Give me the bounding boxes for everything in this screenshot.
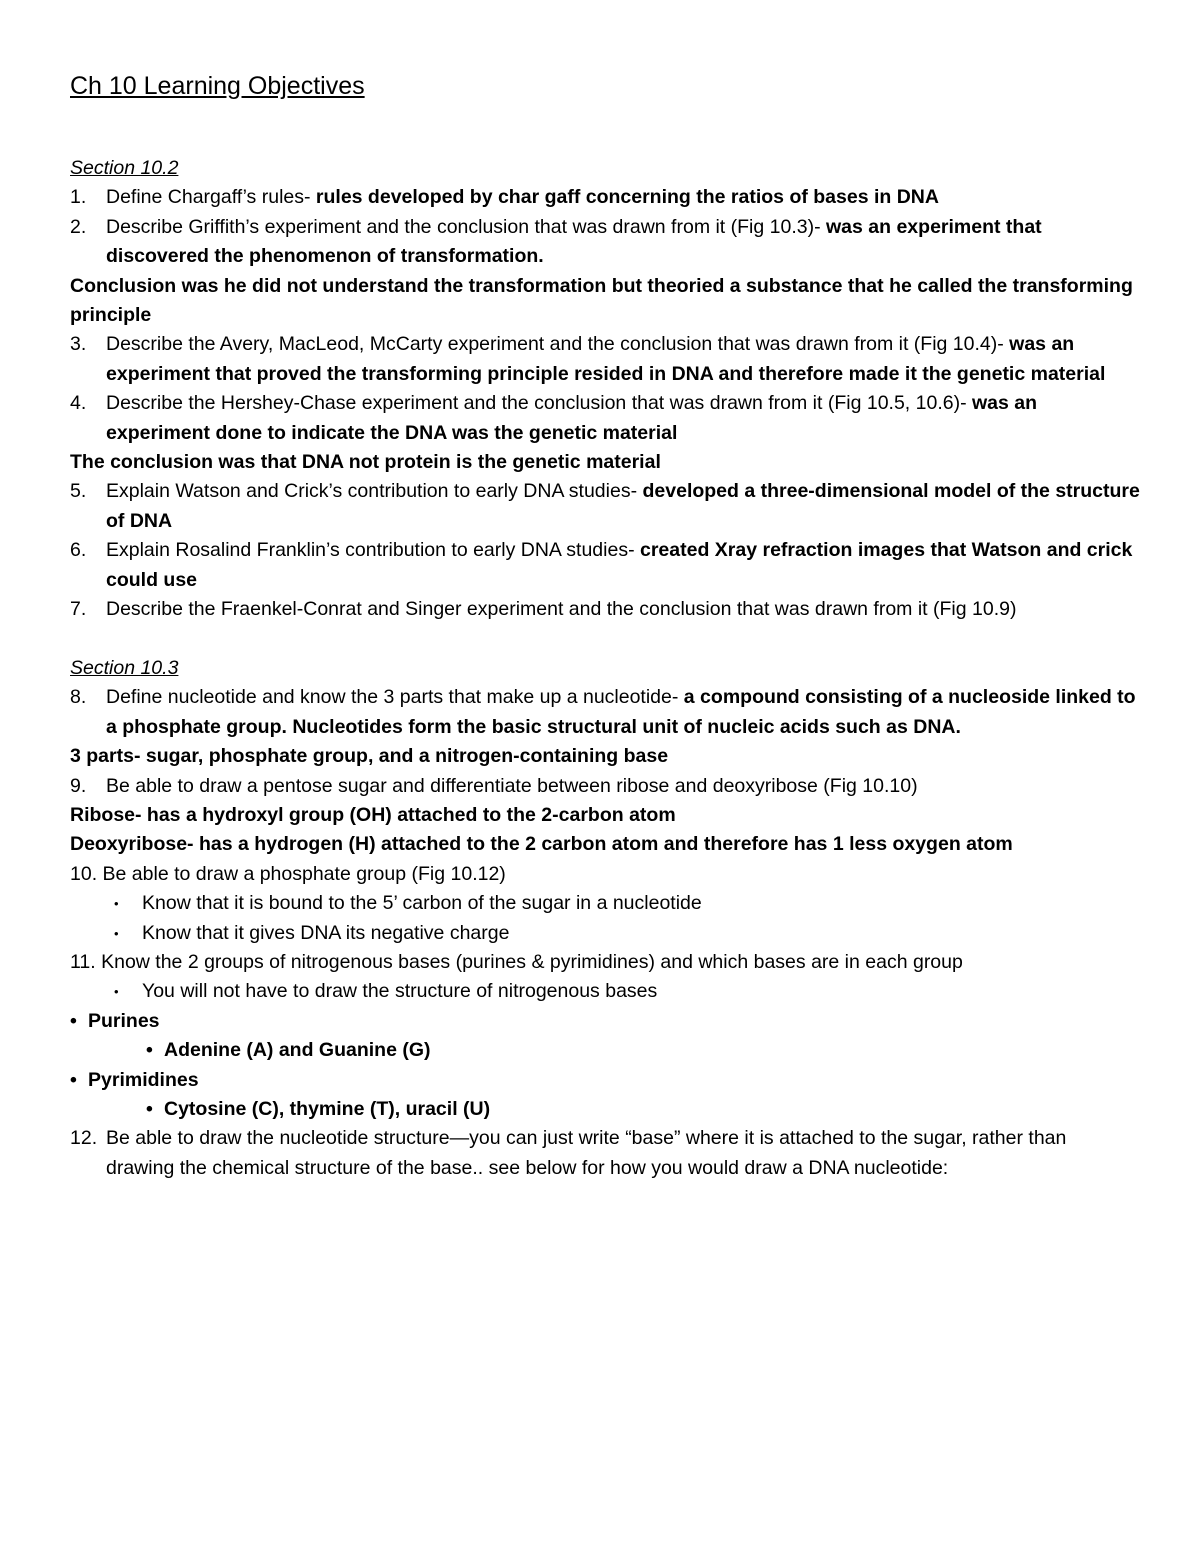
bullet-icon: • bbox=[146, 1097, 153, 1120]
item-number: 7. bbox=[70, 598, 87, 621]
objective-answer: was an experiment that proved the transforming principle resided in DNA and therefore made it the genetic material bbox=[106, 333, 1106, 385]
pyrimidines-bases-bullet bbox=[70, 1095, 1140, 1124]
objective-prompt: Be able to draw a pentose sugar and differentiate between ribose and deoxyribose (Fig 10.10) bbox=[106, 774, 918, 797]
sub-bullet-text: You will not have to draw the structure of nitrogenous bases bbox=[142, 980, 658, 1003]
objective-prompt: Know the 2 groups of nitrogenous bases (purines & pyrimidines) and which bases are in each group bbox=[101, 950, 963, 973]
bullet-icon: • bbox=[114, 896, 119, 912]
objective-5 bbox=[70, 477, 1140, 536]
objective-4 bbox=[70, 389, 1140, 448]
objective-1 bbox=[70, 183, 1140, 212]
bullet-icon: • bbox=[114, 984, 119, 1000]
objective-answer: rules developed by char gaff concerning the ratios of bases in DNA bbox=[315, 186, 939, 209]
document-body bbox=[70, 70, 1140, 1183]
item-number: 12. bbox=[70, 1127, 98, 1150]
objective-7 bbox=[70, 595, 1140, 624]
objective-answer: developed a three-dimensional model of the structure of DNA bbox=[106, 480, 1140, 532]
objective-9 bbox=[70, 772, 1140, 801]
spacer bbox=[70, 102, 1140, 154]
section-heading-10-3: Section 10.3 bbox=[70, 656, 179, 679]
item-number: 9. bbox=[70, 774, 87, 797]
objective-prompt: Define Chargaff’s rules- bbox=[106, 186, 316, 209]
sub-bullet bbox=[70, 889, 1140, 918]
sub-bullet-text: Know that it gives DNA its negative charge bbox=[142, 921, 510, 944]
page-title: Ch 10 Learning Objectives bbox=[70, 72, 365, 100]
spacer bbox=[70, 625, 1140, 654]
nucleotide-parts-note: 3 parts- sugar, phosphate group, and a nitrogen-containing base bbox=[70, 745, 669, 768]
item-number: 6. bbox=[70, 539, 87, 562]
objective-10 bbox=[70, 860, 1140, 889]
objective-8 bbox=[70, 683, 1140, 742]
bullet-text: Purines bbox=[88, 1009, 160, 1032]
pyrimidines-bullet bbox=[70, 1066, 1140, 1095]
section-heading-10-2: Section 10.2 bbox=[70, 157, 179, 179]
objective-prompt: Describe Griffith’s experiment and the conclusion that was drawn from it (Fig 10.3)- bbox=[106, 215, 827, 238]
bullet-text: Adenine (A) and Guanine (G) bbox=[164, 1039, 431, 1062]
sub-bullet bbox=[70, 919, 1140, 948]
item-number: 8. bbox=[70, 686, 87, 709]
sub-bullet-text: Know that it is bound to the 5’ carbon of the sugar in a nucleotide bbox=[142, 892, 702, 915]
item-number: 2. bbox=[70, 215, 87, 238]
bullet-icon: • bbox=[146, 1039, 153, 1062]
objective-prompt: Be able to draw a phosphate group (Fig 10.12) bbox=[102, 862, 506, 885]
item-number: 11. bbox=[70, 950, 96, 973]
objective-12 bbox=[70, 1124, 1140, 1183]
purines-bases-bullet bbox=[70, 1036, 1140, 1065]
bullet-text: Pyrimidines bbox=[88, 1068, 199, 1091]
objective-prompt: Describe the Fraenkel-Conrat and Singer experiment and the conclusion that was drawn from it (Fig 10.9) bbox=[106, 598, 1017, 621]
objective-answer: was an experiment that discovered the phenomenon of transformation. bbox=[106, 215, 1042, 268]
griffith-conclusion-note: Conclusion was he did not understand the transformation but theoried a substance that he called the transforming principle bbox=[70, 274, 1133, 327]
objective-6 bbox=[70, 536, 1140, 595]
objective-prompt: Be able to draw the nucleotide structure—you can just write “base” where it is attached to the sugar, rather than drawing the chemical structure of the base.. see below for how you would draw a DNA nucleotide: bbox=[106, 1127, 1067, 1179]
objective-prompt: Explain Watson and Crick’s contribution to early DNA studies- bbox=[106, 480, 643, 503]
objective-2 bbox=[70, 213, 1140, 272]
objective-3 bbox=[70, 330, 1140, 389]
item-number: 5. bbox=[70, 480, 87, 503]
objective-prompt: Describe the Hershey-Chase experiment and the conclusion that was drawn from it (Fig 10.5, 10.6)- bbox=[106, 392, 972, 415]
purines-bullet bbox=[70, 1007, 1140, 1036]
objective-answer: created Xray refraction images that Watson and crick could use bbox=[106, 539, 1133, 591]
objective-11 bbox=[70, 948, 1140, 977]
ribose-note: Ribose- has a hydroxyl group (OH) attached to the 2-carbon atom bbox=[70, 803, 676, 826]
objective-prompt: Define nucleotide and know the 3 parts that make up a nucleotide- bbox=[106, 686, 684, 709]
item-number: 10. bbox=[70, 862, 98, 885]
deoxyribose-note: Deoxyribose- has a hydrogen (H) attached to the 2 carbon atom and therefore has 1 less oxygen atom bbox=[70, 833, 1013, 856]
sub-bullet bbox=[70, 977, 1140, 1006]
bullet-icon: • bbox=[70, 1068, 77, 1091]
objective-prompt: Describe the Avery, MacLeod, McCarty experiment and the conclusion that was drawn from it (Fig 10.4)- bbox=[106, 333, 1010, 356]
bullet-icon: • bbox=[70, 1009, 77, 1032]
objective-prompt: Explain Rosalind Franklin’s contribution to early DNA studies- bbox=[106, 539, 640, 562]
objective-answer: a compound consisting of a nucleoside linked to a phosphate group. Nucleotides form the basic structural unit of nucleic acids such as DNA. bbox=[106, 686, 1136, 738]
item-number: 3. bbox=[70, 333, 87, 356]
bullet-icon: • bbox=[114, 925, 119, 941]
item-number: 1. bbox=[70, 186, 87, 209]
bullet-text: Cytosine (C), thymine (T), uracil (U) bbox=[164, 1097, 491, 1120]
hershey-chase-conclusion-note: The conclusion was that DNA not protein is the genetic material bbox=[70, 451, 661, 474]
objective-answer: was an experiment done to indicate the DNA was the genetic material bbox=[106, 392, 1038, 444]
item-number: 4. bbox=[70, 392, 87, 415]
